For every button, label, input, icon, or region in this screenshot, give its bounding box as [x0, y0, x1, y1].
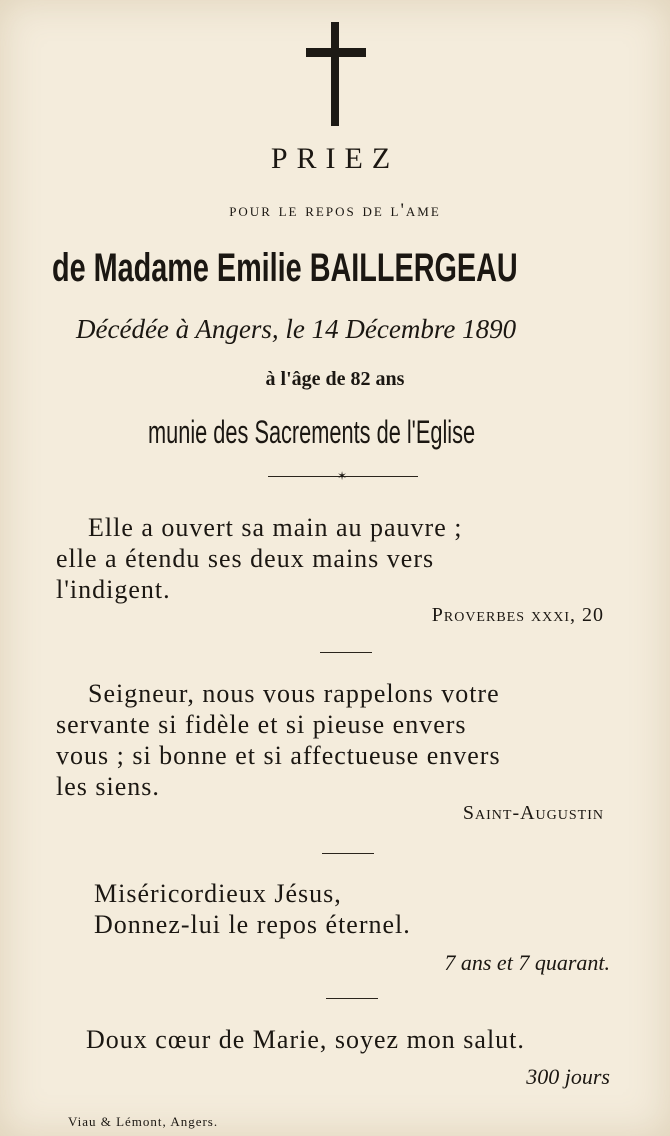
- citation-proverbs: Proverbes xxxi, 20: [431, 604, 604, 626]
- prayer-line: Miséricordieux Jésus,: [94, 879, 342, 908]
- priez-heading: PRIEZ: [270, 142, 400, 175]
- prayer-jesus: [94, 878, 670, 940]
- star-ornament-icon: ✶: [337, 469, 348, 483]
- prayer-line: Donnez-lui le repos éternel.: [94, 910, 411, 939]
- short-divider: [322, 853, 374, 854]
- verse-line: les siens.: [56, 772, 160, 801]
- age-line: à l'âge de 82 ans: [265, 368, 405, 390]
- short-divider: [326, 998, 378, 999]
- prayer-marie: [86, 1024, 666, 1055]
- printer-imprint: Viau & Lémont, Angers.: [68, 1114, 219, 1129]
- indulgence-marie: 300 jours: [526, 1064, 610, 1089]
- verse-line: vous ; si bonne et si affectueuse envers: [56, 741, 501, 770]
- verse-line: elle a étendu ses deux mains vers: [56, 544, 435, 573]
- indulgence-jesus: 7 ans et 7 quarant.: [444, 950, 610, 975]
- pour-le-repos-line: pour le repos de l'ame: [229, 200, 441, 221]
- deceased-name: de Madame Emilie BAILLERGEAU: [52, 246, 518, 290]
- verse-line: Seigneur, nous vous rappelons votre: [88, 679, 500, 708]
- verse-augustin: [56, 678, 636, 802]
- verse-line: l'indigent.: [56, 575, 171, 604]
- verse-line: servante si fidèle et si pieuse envers: [56, 710, 467, 739]
- death-date-line: Décédée à Angers, le 14 Décembre 1890: [76, 314, 517, 344]
- verse-line: Elle a ouvert sa main au pauvre ;: [88, 513, 463, 542]
- prayer-line: Doux cœur de Marie, soyez mon salut.: [86, 1025, 525, 1054]
- sacraments-line: munie des Sacrements de l'Eglise: [148, 414, 476, 450]
- verse-proverbs: [56, 512, 636, 605]
- citation-augustin: Saint-Augustin: [462, 802, 604, 824]
- short-divider: [320, 652, 372, 653]
